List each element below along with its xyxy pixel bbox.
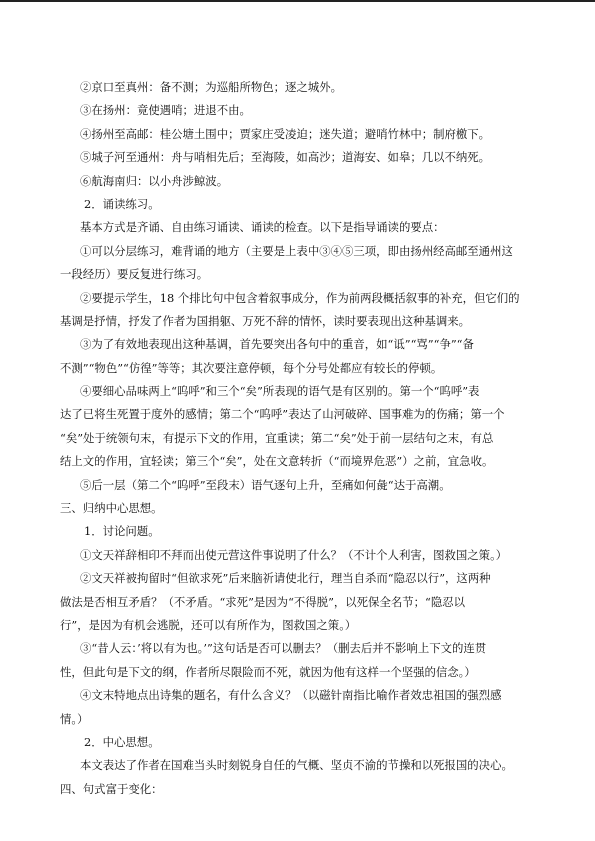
text-line: ⑤后一层（第二个“呜呼”至段末）语气逐句上升，至痛如何彘“达于高潮。: [80, 477, 451, 492]
text-line: 情。）: [60, 711, 89, 726]
text-line: 本文表达了作者在国难当头时刻锐身自任的气概、坚贞不渝的节操和以死报国的决心。: [80, 758, 513, 773]
top-border-rule: [0, 0, 595, 2]
subsection-heading: 2．中心思想。: [84, 734, 160, 749]
text-line: ③为了有效地表现出这种基调，首先要突出各句中的重音，如“诋”“骂”“争”“备: [80, 337, 474, 352]
text-line: 一段经历）要反复进行练习。: [60, 267, 209, 282]
text-line: 性，但此句是下文的纲，作者所尽限险而不死，就因为他有这样一个坚强的信念。）: [60, 664, 476, 679]
text-line: ②要提示学生，18 个排比句中包含着叙事成分，作为前两段概括叙事的补充，但它们的: [80, 290, 520, 305]
text-line: ⑥航海南归：以小舟涉鲸波。: [80, 173, 229, 188]
text-line: 基调是抒情，抒发了作者为国捐躯、万死不辞的情怀，读时要表现出这种基调来。: [60, 313, 471, 328]
text-line: 行”，是因为有机会逃脱，还可以有所作为，图救国之策。）: [60, 617, 357, 632]
section-heading: 四、句式富于变化：: [60, 781, 163, 796]
text-line: 做法是否相互矛盾？（不矛盾。“求死”是因为“不得脱”，以死保全名节；“隐忍以: [60, 594, 466, 609]
text-line: “矣”处于统领句末，有提示下文的作用，宜重读；第二“矣”处于前一层结句之末，有总: [60, 430, 494, 445]
text-line: ③在扬州：竟使遇哨；进退不由。: [80, 103, 251, 118]
text-line: ④要细心品味两上“呜呼”和三个“矣”所表现的语气是有区别的。第一个“呜呼”表: [80, 384, 480, 399]
text-line: ④文末特地点出诗集的题名，有什么含义？（以磁针南指比喻作者效忠祖国的强烈感: [80, 688, 502, 703]
section-heading: 2．诵读练习。: [84, 196, 160, 211]
document-body: [60, 76, 535, 801]
text-line: 结上文的作用，宜轻读；第三个“矣”，处在文意转折（“而境界危恶”）之前，宜急收。: [60, 454, 494, 469]
text-line: 基本方式是齐诵、自由练习诵读、诵读的检查。以下是指导诵读的要点：: [80, 220, 445, 235]
text-line: ③“昔人云：’将以有为也。’”这句话是否可以删去？（删去后并不影响上下文的连贯: [80, 641, 487, 656]
section-heading: 三、归纳中心思想。: [60, 501, 163, 516]
text-line: 达了已将生死置于度外的感情；第二个“呜呼”表达了山河破碎、国事难为的伤痛；第一个: [60, 407, 505, 422]
text-line: ②京口至真州：备不测；为巡船所物色；逐之城外。: [80, 80, 342, 94]
text-line: ②文天祥被拘留时“但欲求死”后来脑祈请使北行，理当自杀而“隐忍以行”，这两种: [80, 571, 491, 586]
text-line: ⑤城子河至通州：舟与哨相先后；至海陵，如高沙；道海安、如皋；几以不纳死。: [80, 150, 491, 165]
text-line: ①可以分层练习，难背诵的地方（主要是上表中③④⑤三项，即由扬州经高邮至通州这: [80, 243, 513, 258]
text-line: ④扬州至高邮：桂公塘土围中；贾家庄受凌迫；迷失道；避哨竹林中；制府檄下。: [80, 126, 491, 141]
subsection-heading: 1．讨论问题。: [84, 524, 160, 539]
text-line: ①文天祥辞相印不拜而出使元营这件事说明了什么？（不计个人利害，图救国之策。）: [80, 547, 508, 562]
text-line: 不测”“物色”“仿徨”等等；其次要注意停顿，每个分号处都应有较长的停顿。: [60, 360, 443, 375]
